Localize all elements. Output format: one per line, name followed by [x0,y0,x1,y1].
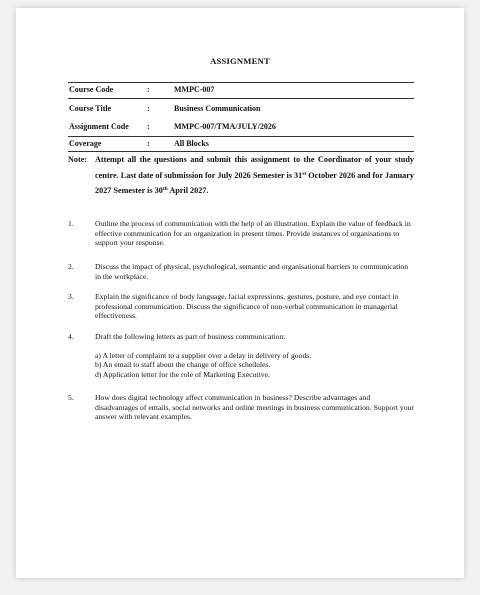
meta-colon: : [147,139,150,148]
question-number: 1. [68,219,74,228]
question-4 [68,332,414,379]
meta-key: Course Title [69,104,112,113]
meta-row-assignment-code [68,119,414,135]
meta-colon: : [147,104,150,113]
note-text-part: April 2027. [167,186,209,195]
submission-note [68,152,414,199]
question-3 [68,292,414,321]
note-text-part: October 2026 and for January 2027 Semester is 30 [95,170,414,195]
note-label: Note: [68,155,88,164]
meta-row-coverage [68,136,414,152]
question-5 [68,393,414,422]
question-text: Outline the process of communication with the help of an illustration. Explain the value of feedback in effective communication for an organization in present times. Provide instances of organisations to support your response. [95,219,411,248]
list-item: b) An email to staff about the change of office schedules. [95,360,271,370]
question-number: 4. [68,332,74,341]
document-page [16,8,464,578]
list-item: d) Application letter for the role of Marketing Executive. [95,369,270,379]
question-subitems [95,351,414,380]
question-text: How does digital technology affect communication in business? Describe advantages and disadvantages of emails, social networks and online meetings in business communication. Support your answer with relevant examples. [95,393,414,422]
note-superscript: th [162,186,168,192]
meta-row-course-code [68,82,414,98]
question-number: 3. [68,292,74,301]
meta-colon: : [147,122,150,131]
page-title: ASSIGNMENT [210,56,270,66]
question-text: Draft the following letters as part of business communication: [95,332,286,341]
meta-colon: : [147,85,150,94]
table-rule [68,98,414,99]
question-2 [68,262,414,281]
question-text: Explain the significance of body language, facial expressions, gestures, posture, and eye contact in professional communication. Discuss the significance of non-verbal communication in managerial effectiveness. [95,292,399,321]
list-item: a) A letter of complaint to a supplier over a delay in delivery of goods. [95,350,312,360]
note-text-part: Attempt all the questions and submit this assignment to the Coordinator of your study centre. Last date of submission for July 2026 Semester is 31 [95,155,414,180]
meta-row-course-title [68,101,414,117]
question-number: 2. [68,262,74,271]
meta-key: Coverage [69,139,102,148]
question-number: 5. [68,393,74,402]
meta-key: Assignment Code [69,122,129,131]
meta-value: All Blocks [174,139,209,148]
meta-value: MMPC-007 [174,85,215,94]
question-text: Discuss the impact of physical, psychological, semantic and organisational barriers to communication in the workplace. [95,262,409,281]
question-1 [68,219,414,248]
meta-key: Course Code [69,85,114,94]
note-superscript: st [302,170,307,177]
note-text [95,152,414,199]
meta-value: MMPC-007/TMA/JULY/2026 [174,122,276,131]
meta-value: Business Communication [174,104,261,113]
